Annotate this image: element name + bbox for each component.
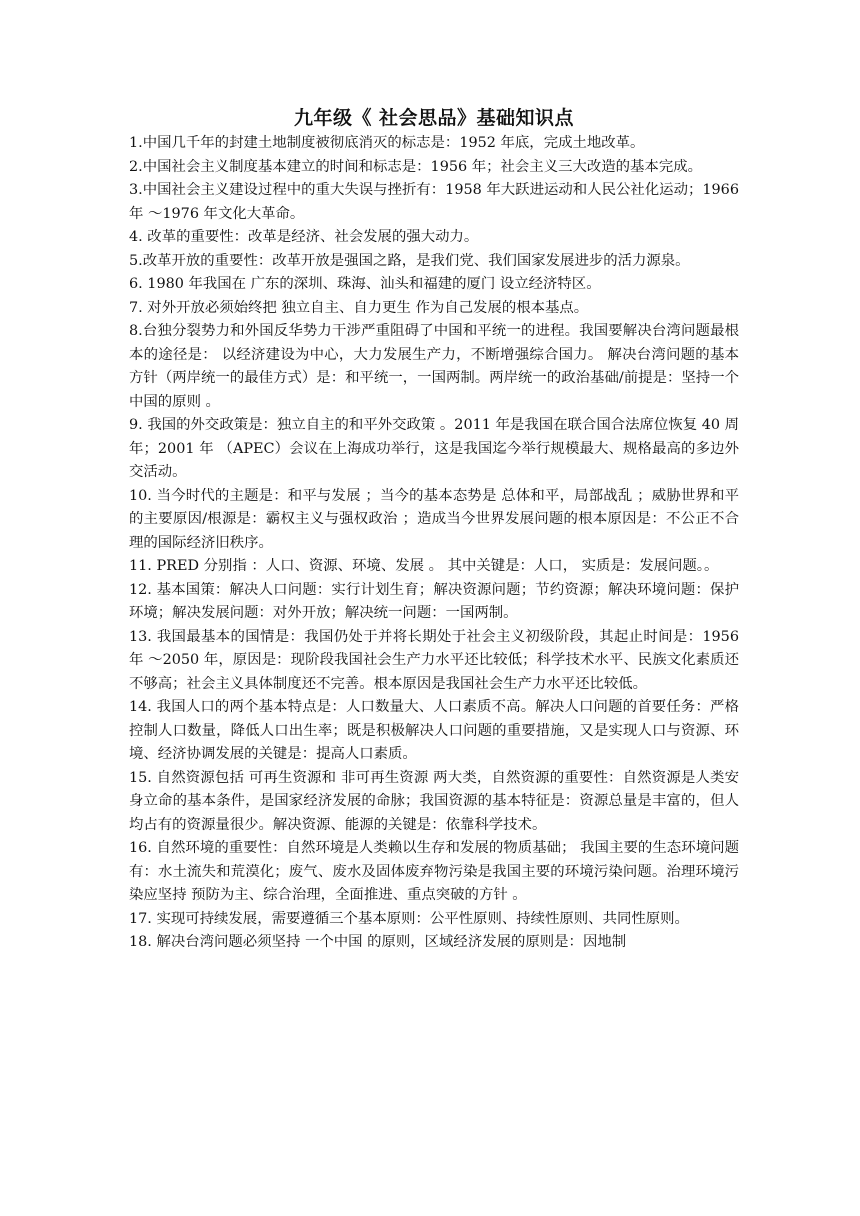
knowledge-point-10: 10. 当今时代的主题是：和平与发展 ；当今的基本态势是 总体和平，局部战乱 ；威胁世界和平的主要原因/根源是：霸权主义与强权政治 ；造成当今世界发展问题的根本原因是：不公正不合理的国际经济旧秩序。 — [129, 487, 739, 551]
knowledge-point-4: 4. 改革的重要性：改革是经济、社会发展的强大动力。 — [129, 229, 479, 245]
knowledge-point-2: 2.中国社会主义制度基本建立的时间和标志是：1956 年；社会主义三大改造的基本完成。 — [129, 158, 702, 175]
knowledge-point-7: 7. 对外开放必须始终把 独立自主、自力更生 作为自己发展的根本基点。 — [129, 299, 589, 316]
knowledge-point-18: 18. 解决台湾问题必须坚持 一个中国 的原则，区域经济发展的原则是：因地制 — [129, 934, 627, 950]
knowledge-point-16: 16. 自然环境的重要性：自然环境是人类赖以生存和发展的物质基础； 我国主要的生态环境问题有：水土流失和荒漠化；废气、废水及固体废弃物污染是我国主要的环境污染问题。治理环境污染应坚持 预防为主、综合治理，全面推进、重点突破的方针 。 — [129, 840, 739, 903]
knowledge-point-9: 9. 我国的外交政策是：独立自主的和平外交政策 。2011 年是我国在联合国合法席位恢复 40 周年；2001 年 （APEC）会议在上海成功举行，这是我国迄今举行规模最大、规格最高的多边外交活动。 — [129, 417, 739, 480]
document-page — [129, 96, 739, 955]
knowledge-point-17: 17. 实现可持续发展，需要遵循三个基本原则：公平性原则、持续性原则、共同性原则。 — [129, 910, 689, 927]
knowledge-point-8: 8.台独分裂势力和外国反华势力干涉严重阻碍了中国和平统一的进程。我国要解决台湾问题最根本的途径是： 以经济建设为中心，大力发展生产力，不断增强综合国力。 解决台湾问题的基本方针（两岸统一的最佳方式）是：和平统一，一国两制。两岸统一的政治基础/前提是：坚持一个中国的原则 。 — [129, 323, 739, 410]
document-title: 九年级《 社会思品》基础知识点 — [293, 107, 575, 129]
knowledge-point-11: 11. PRED 分别指 ：人口、资源、环境、发展 。 其中关键是：人口， 实质是：发展问题。。 — [129, 558, 719, 574]
knowledge-point-15: 15. 自然资源包括 可再生资源和 非可再生资源 两大类，自然资源的重要性：自然资源是人类安身立命的基本条件，是国家经济发展的命脉；我国资源的基本特征是：资源总量是丰富的，但人均占有的资源量很少。解决资源、能源的关键是：依靠科学技术。 — [129, 769, 739, 833]
knowledge-point-3: 3.中国社会主义建设过程中的重大失误与挫折有：1958 年大跃进运动和人民公社化运动；1966 年 ～1976 年文化大革命。 — [129, 182, 739, 222]
knowledge-point-5: 5.改革开放的重要性：改革开放是强国之路，是我们党、我们国家发展进步的活力源泉。 — [129, 252, 690, 269]
knowledge-point-13: 13. 我国最基本的国情是：我国仍处于并将长期处于社会主义初级阶段，其起止时间是：1956 年 ～2050 年，原因是：现阶段我国社会生产力水平还比较低；科学技术水平、民族文化素质还不够高；社会主义具体制度还不完善。根本原因是我国社会生产力水平还比较低。 — [129, 628, 739, 692]
knowledge-point-12: 12. 基本国策：解决人口问题：实行计划生育；解决资源问题；节约资源；解决环境问题：保护环境；解决发展问题：对外开放；解决统一问题：一国两制。 — [129, 581, 739, 621]
knowledge-point-6: 6. 1980 年我国在 广东的深圳、珠海、汕头和福建的厦门 设立经济特区。 — [129, 276, 601, 292]
knowledge-point-1: 1.中国几千年的封建土地制度被彻底消灭的标志是：1952 年底，完成土地改革。 — [129, 135, 645, 151]
knowledge-point-14: 14. 我国人口的两个基本特点是：人口数量大、人口素质不高。解决人口问题的首要任务：严格控制人口数量，降低人口出生率；既是积极解决人口问题的重要措施，又是实现人口与资源、环境、经济协调发展的关键是：提高人口素质。 — [129, 699, 739, 762]
knowledge-point-list — [129, 132, 739, 955]
